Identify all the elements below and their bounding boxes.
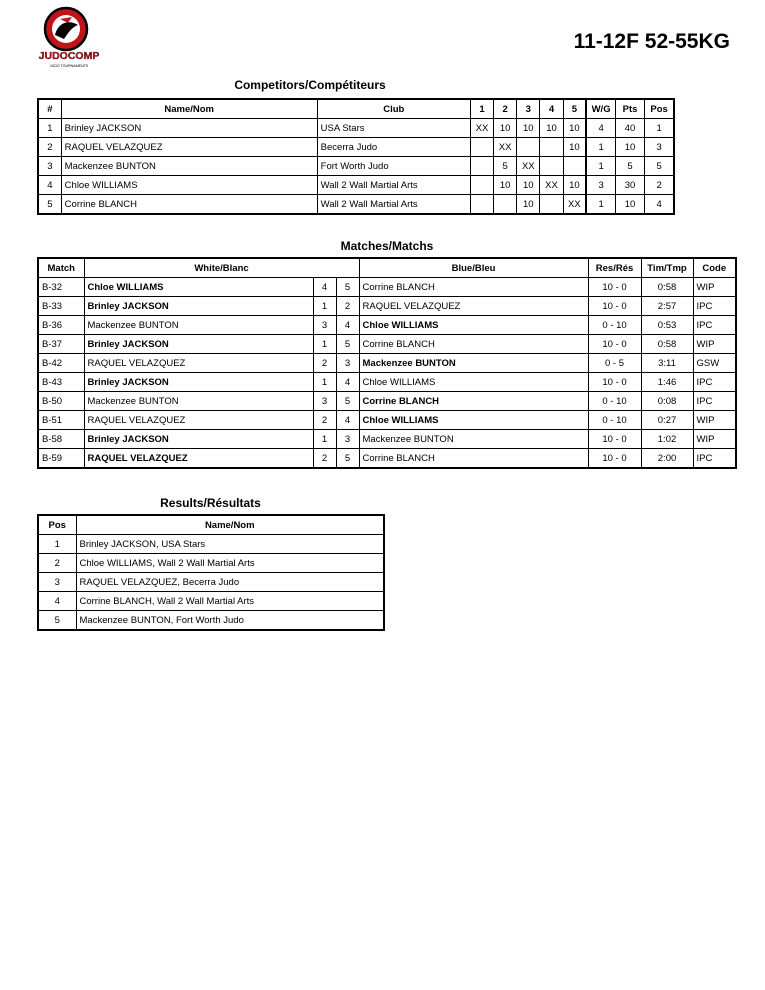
result-name: Brinley JACKSON, USA Stars <box>76 535 384 554</box>
competitor-position: 3 <box>645 138 674 157</box>
col-r4: 4 <box>540 99 563 119</box>
judocomp-logo <box>38 5 100 71</box>
match-id: B-51 <box>38 411 84 430</box>
white-competitor: RAQUEL VELAZQUEZ <box>84 449 313 469</box>
match-row <box>38 278 736 297</box>
blue-competitor: Chloe WILLIAMS <box>359 316 588 335</box>
matches-table <box>37 257 737 469</box>
white-number: 3 <box>313 316 336 335</box>
competitor-points: 5 <box>615 157 644 176</box>
match-id: B-43 <box>38 373 84 392</box>
blue-number: 5 <box>336 335 359 354</box>
blue-competitor: Corrine BLANCH <box>359 335 588 354</box>
competitor-position: 4 <box>645 195 674 215</box>
results-table <box>37 514 385 631</box>
col-match: Match <box>38 258 84 278</box>
round-score <box>494 195 517 215</box>
round-score: 10 <box>494 119 517 138</box>
match-result: 0 - 5 <box>588 354 641 373</box>
competitor-number: 4 <box>38 176 61 195</box>
competitor-name: Brinley JACKSON <box>61 119 317 138</box>
round-score <box>540 138 563 157</box>
white-competitor: Brinley JACKSON <box>84 297 313 316</box>
round-score: XX <box>563 195 586 215</box>
match-id: B-42 <box>38 354 84 373</box>
match-id: B-32 <box>38 278 84 297</box>
white-competitor: Mackenzee BUNTON <box>84 392 313 411</box>
round-score: 10 <box>563 119 586 138</box>
match-code: WIP <box>693 335 736 354</box>
match-row <box>38 316 736 335</box>
match-code: IPC <box>693 373 736 392</box>
competitor-name: Mackenzee BUNTON <box>61 157 317 176</box>
result-position: 3 <box>38 573 76 592</box>
result-name: Corrine BLANCH, Wall 2 Wall Martial Arts <box>76 592 384 611</box>
competitor-row <box>38 119 674 138</box>
white-competitor: Brinley JACKSON <box>84 373 313 392</box>
white-number: 3 <box>313 392 336 411</box>
competitor-number: 1 <box>38 119 61 138</box>
col-white: White/Blanc <box>84 258 359 278</box>
white-competitor: Mackenzee BUNTON <box>84 316 313 335</box>
blue-competitor: Corrine BLANCH <box>359 392 588 411</box>
match-time: 0:58 <box>641 278 693 297</box>
round-score: 10 <box>540 119 563 138</box>
competitor-wins: 1 <box>586 138 615 157</box>
match-id: B-37 <box>38 335 84 354</box>
result-name: RAQUEL VELAZQUEZ, Becerra Judo <box>76 573 384 592</box>
round-score: 10 <box>517 119 540 138</box>
match-row <box>38 411 736 430</box>
white-number: 1 <box>313 430 336 449</box>
match-time: 0:08 <box>641 392 693 411</box>
round-score: 10 <box>517 176 540 195</box>
match-time: 3:11 <box>641 354 693 373</box>
white-number: 1 <box>313 335 336 354</box>
col-r5: 5 <box>563 99 586 119</box>
col-time: Tim/Tmp <box>641 258 693 278</box>
col-r1: 1 <box>470 99 493 119</box>
result-position: 2 <box>38 554 76 573</box>
match-result: 10 - 0 <box>588 373 641 392</box>
match-time: 0:53 <box>641 316 693 335</box>
competitor-club: Wall 2 Wall Martial Arts <box>317 176 470 195</box>
blue-competitor: Mackenzee BUNTON <box>359 430 588 449</box>
match-result: 0 - 10 <box>588 392 641 411</box>
col-name: Name/Nom <box>61 99 317 119</box>
match-result: 10 - 0 <box>588 430 641 449</box>
competitor-club: USA Stars <box>317 119 470 138</box>
competitor-club: Fort Worth Judo <box>317 157 470 176</box>
blue-competitor: Chloe WILLIAMS <box>359 373 588 392</box>
blue-number: 5 <box>336 278 359 297</box>
match-row <box>38 449 736 469</box>
round-score: XX <box>540 176 563 195</box>
matches-title: Matches/Matchs <box>340 239 434 253</box>
round-score: 10 <box>563 176 586 195</box>
match-code: GSW <box>693 354 736 373</box>
competitor-row <box>38 195 674 215</box>
round-score: XX <box>470 119 493 138</box>
competitor-wins: 4 <box>586 119 615 138</box>
match-code: IPC <box>693 297 736 316</box>
competitors-header-row <box>38 99 674 119</box>
match-time: 2:57 <box>641 297 693 316</box>
result-row <box>38 611 384 631</box>
match-code: WIP <box>693 430 736 449</box>
results-title: Results/Résultats <box>160 496 261 510</box>
match-row <box>38 430 736 449</box>
round-score <box>470 195 493 215</box>
results-header-row <box>38 515 384 535</box>
result-row <box>38 592 384 611</box>
col-pos: Pos <box>645 99 674 119</box>
blue-number: 4 <box>336 316 359 335</box>
col-r3: 3 <box>517 99 540 119</box>
white-competitor: Chloe WILLIAMS <box>84 278 313 297</box>
match-result: 10 - 0 <box>588 449 641 469</box>
blue-number: 3 <box>336 430 359 449</box>
match-result: 10 - 0 <box>588 297 641 316</box>
col-blue: Blue/Bleu <box>359 258 588 278</box>
competitor-number: 5 <box>38 195 61 215</box>
result-name: Chloe WILLIAMS, Wall 2 Wall Martial Arts <box>76 554 384 573</box>
svg-text:JUDO TOURNAMENTS: JUDO TOURNAMENTS <box>49 64 89 68</box>
competitor-name: Chloe WILLIAMS <box>61 176 317 195</box>
competitor-points: 40 <box>615 119 644 138</box>
white-competitor: RAQUEL VELAZQUEZ <box>84 354 313 373</box>
match-code: WIP <box>693 411 736 430</box>
result-position: 4 <box>38 592 76 611</box>
col-res: Res/Rés <box>588 258 641 278</box>
round-score <box>470 157 493 176</box>
round-score: 10 <box>563 138 586 157</box>
blue-number: 5 <box>336 392 359 411</box>
match-code: IPC <box>693 392 736 411</box>
blue-number: 4 <box>336 411 359 430</box>
competitor-position: 2 <box>645 176 674 195</box>
col-club: Club <box>317 99 470 119</box>
competitor-club: Becerra Judo <box>317 138 470 157</box>
blue-competitor: Mackenzee BUNTON <box>359 354 588 373</box>
result-name: Mackenzee BUNTON, Fort Worth Judo <box>76 611 384 631</box>
division-title: 11-12F 52-55KG <box>573 30 730 53</box>
white-competitor: Brinley JACKSON <box>84 335 313 354</box>
white-number: 1 <box>313 373 336 392</box>
match-id: B-58 <box>38 430 84 449</box>
match-row <box>38 373 736 392</box>
match-code: IPC <box>693 449 736 469</box>
blue-competitor: Corrine BLANCH <box>359 278 588 297</box>
match-time: 0:58 <box>641 335 693 354</box>
blue-number: 3 <box>336 354 359 373</box>
round-score <box>470 138 493 157</box>
white-number: 2 <box>313 411 336 430</box>
competitor-club: Wall 2 Wall Martial Arts <box>317 195 470 215</box>
competitor-row <box>38 138 674 157</box>
match-result: 10 - 0 <box>588 278 641 297</box>
round-score <box>540 157 563 176</box>
white-number: 1 <box>313 297 336 316</box>
competitor-wins: 1 <box>586 157 615 176</box>
result-position: 5 <box>38 611 76 631</box>
col-pts: Pts <box>615 99 644 119</box>
white-number: 2 <box>313 449 336 469</box>
result-row <box>38 573 384 592</box>
match-code: IPC <box>693 316 736 335</box>
round-score: 10 <box>517 195 540 215</box>
match-result: 10 - 0 <box>588 335 641 354</box>
match-time: 1:46 <box>641 373 693 392</box>
round-score: XX <box>494 138 517 157</box>
match-id: B-33 <box>38 297 84 316</box>
round-score <box>563 157 586 176</box>
match-time: 0:27 <box>641 411 693 430</box>
match-id: B-36 <box>38 316 84 335</box>
blue-number: 2 <box>336 297 359 316</box>
competitor-wins: 1 <box>586 195 615 215</box>
competitor-position: 5 <box>645 157 674 176</box>
competitors-table <box>37 98 675 215</box>
white-number: 2 <box>313 354 336 373</box>
competitor-row <box>38 157 674 176</box>
match-time: 2:00 <box>641 449 693 469</box>
col-wg: W/G <box>586 99 615 119</box>
competitor-number: 2 <box>38 138 61 157</box>
result-position: 1 <box>38 535 76 554</box>
competitor-position: 1 <box>645 119 674 138</box>
competitor-name: Corrine BLANCH <box>61 195 317 215</box>
result-row <box>38 535 384 554</box>
match-row <box>38 354 736 373</box>
blue-competitor: Chloe WILLIAMS <box>359 411 588 430</box>
competitor-wins: 3 <box>586 176 615 195</box>
svg-text:JUDOCOMP: JUDOCOMP <box>38 50 100 62</box>
col-num: # <box>38 99 61 119</box>
match-id: B-50 <box>38 392 84 411</box>
round-score <box>540 195 563 215</box>
white-number: 4 <box>313 278 336 297</box>
col-code: Code <box>693 258 736 278</box>
blue-number: 4 <box>336 373 359 392</box>
col-result-pos: Pos <box>38 515 76 535</box>
competitor-points: 10 <box>615 195 644 215</box>
matches-header-row <box>38 258 736 278</box>
competitor-name: RAQUEL VELAZQUEZ <box>61 138 317 157</box>
match-row <box>38 392 736 411</box>
match-result: 0 - 10 <box>588 316 641 335</box>
col-r2: 2 <box>494 99 517 119</box>
match-id: B-59 <box>38 449 84 469</box>
round-score <box>470 176 493 195</box>
competitor-points: 30 <box>615 176 644 195</box>
white-competitor: Brinley JACKSON <box>84 430 313 449</box>
blue-competitor: Corrine BLANCH <box>359 449 588 469</box>
competitor-points: 10 <box>615 138 644 157</box>
blue-competitor: RAQUEL VELAZQUEZ <box>359 297 588 316</box>
competitors-title: Competitors/Compétiteurs <box>234 78 386 92</box>
match-time: 1:02 <box>641 430 693 449</box>
round-score: XX <box>517 157 540 176</box>
competitor-number: 3 <box>38 157 61 176</box>
round-score: 5 <box>494 157 517 176</box>
match-row <box>38 297 736 316</box>
white-competitor: RAQUEL VELAZQUEZ <box>84 411 313 430</box>
match-result: 0 - 10 <box>588 411 641 430</box>
competitor-row <box>38 176 674 195</box>
match-row <box>38 335 736 354</box>
round-score <box>517 138 540 157</box>
match-code: WIP <box>693 278 736 297</box>
col-result-name: Name/Nom <box>76 515 384 535</box>
round-score: 10 <box>494 176 517 195</box>
blue-number: 5 <box>336 449 359 469</box>
result-row <box>38 554 384 573</box>
